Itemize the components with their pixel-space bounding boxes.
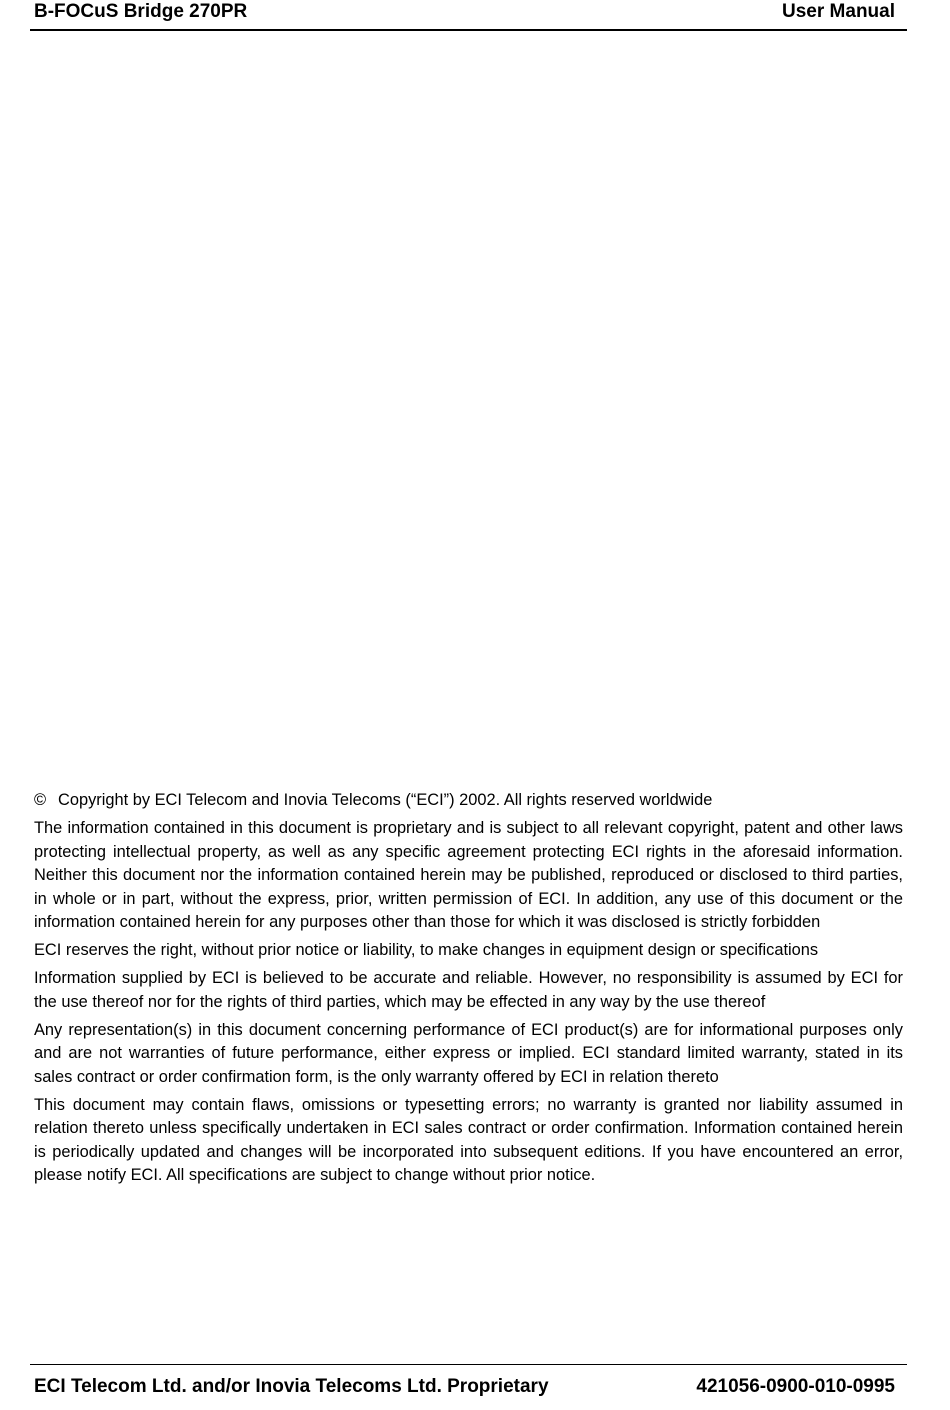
product-title: B-FOCuS Bridge 270PR [34,1,248,22]
proprietary-paragraph: The information contained in this document is proprietary and is subject to all relevant copyright, patent and other laws protecting intellectual property, as well as any specific agreement protecting ECI rights in the aforesaid information. Neither this document nor the information contained herein may be published, reproduced or disclosed to third parties, in whole or in part, without the express, prior, written permission of ECI. In addition, any use of this document or the information contained herein for any purposes other than those for which it was disclosed is strictly forbidden [34,819,903,932]
warranty-paragraph: Any representation(s) in this document concerning performance of ECI product(s) are for informational purposes only and are not warranties of future performance, either express or implied. ECI standard limited warranty, stated in its sales contract or order confirmation form, is the only warranty offered by ECI in relation thereto [34,1020,903,1086]
document-type: User Manual [782,1,895,22]
copyright-text: Copyright by ECI Telecom and Inovia Telecoms (“ECI”) 2002. All rights reserved worldwide [58,791,713,809]
page-footer [30,1364,907,1410]
proprietary-notice: ECI Telecom Ltd. and/or Inovia Telecoms Ltd. Proprietary [34,1376,549,1397]
copyright-icon: © [34,791,47,809]
copyright-line [34,789,903,813]
document-number: 421056-0900-010-0995 [696,1376,895,1397]
changes-paragraph: ECI reserves the right, without prior notice or liability, to make changes in equipment design or specifications [34,941,819,960]
page-header [30,0,907,31]
legal-notice [34,789,903,1193]
accuracy-paragraph: Information supplied by ECI is believed to be accurate and reliable. However, no responsibility is assumed by ECI for the use thereof nor for the rights of third parties, which may be effected in any way by the use thereof [34,969,903,1011]
errors-paragraph: This document may contain flaws, omissions or typesetting errors; no warranty is granted nor liability assumed in relation thereto unless specifically undertaken in ECI sales contract or order confirmation. Information contained herein is periodically updated and changes will be incorporated into subsequent editions. If you have encountered an error, please notify ECI. All specifications are subject to change without prior notice. [34,1095,903,1185]
